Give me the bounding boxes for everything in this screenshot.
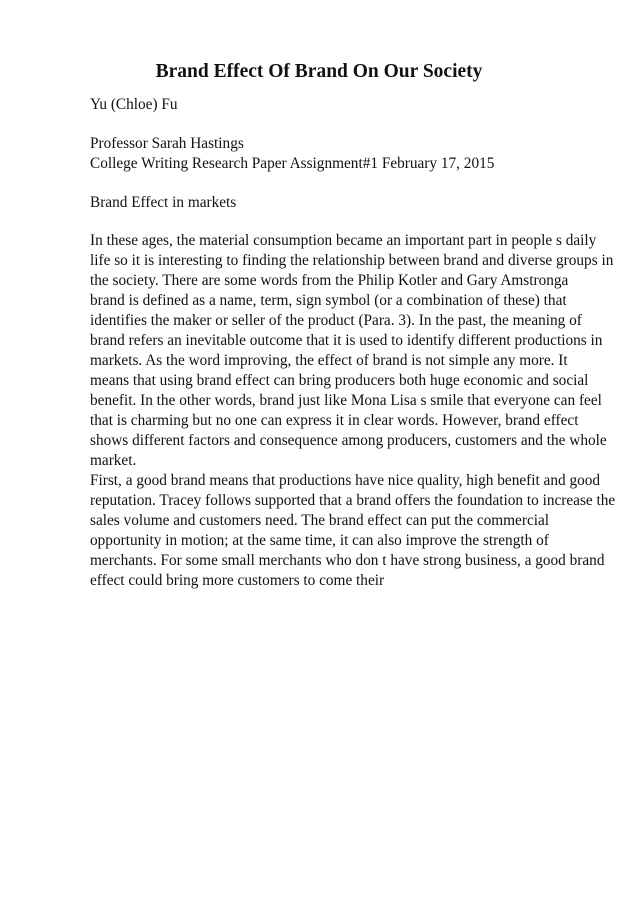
professor-line: Professor Sarah Hastings: [90, 135, 244, 152]
paragraph-line: First, a good brand means that productions have nice quality, high benefit and good: [90, 472, 601, 489]
paragraph-line: In these ages, the material consumption became an important part in people s daily: [90, 232, 597, 249]
paragraph-line: brand refers an inevitable outcome that it is used to identify different productions in: [90, 332, 603, 349]
paragraph-line: markets. As the word improving, the effect of brand is not simple any more. It: [90, 352, 568, 369]
course-line: College Writing Research Paper Assignment#1 February 17, 2015: [90, 155, 495, 172]
paragraph-line: sales volume and customers need. The brand effect can put the commercial: [90, 512, 550, 529]
paragraph-line: effect could bring more customers to come their: [90, 572, 385, 589]
paragraph-line: shows different factors and consequence among producers, customers and the whole: [90, 432, 607, 449]
document-body: [90, 95, 616, 591]
paragraph-line: that is charming but no one can express it in clear words. However, brand effect: [90, 412, 579, 429]
paragraph-2: [90, 471, 616, 591]
paragraph-line: reputation. Tracey follows supported that a brand offers the foundation to increase the: [90, 492, 616, 509]
paragraph-line: merchants. For some small merchants who don t have strong business, a good brand: [90, 552, 605, 569]
paragraph-line: benefit. In the other words, brand just like Mona Lisa s smile that everyone can feel: [90, 392, 602, 409]
paragraph-line: means that using brand effect can bring producers both huge economic and social: [90, 372, 589, 389]
author-line: Yu (Chloe) Fu: [90, 96, 178, 113]
paragraph-line: identifies the maker or seller of the product (Para. 3). In the past, the meaning of: [90, 312, 582, 329]
paragraph-line: market.: [90, 452, 137, 469]
paragraph-line: brand is defined as a name, term, sign symbol (or a combination of these) that: [90, 292, 567, 309]
paragraph-line: life so it is interesting to finding the relationship between brand and diverse groups in: [90, 252, 614, 269]
document-title: Brand Effect Of Brand On Our Society: [155, 61, 483, 82]
section-heading: Brand Effect in markets: [90, 194, 237, 211]
paragraph-line: the society. There are some words from the Philip Kotler and Gary Amstronga: [90, 272, 569, 289]
paragraph-1: [90, 231, 614, 471]
paragraph-line: opportunity in motion; at the same time, it can also improve the strength of: [90, 532, 549, 549]
